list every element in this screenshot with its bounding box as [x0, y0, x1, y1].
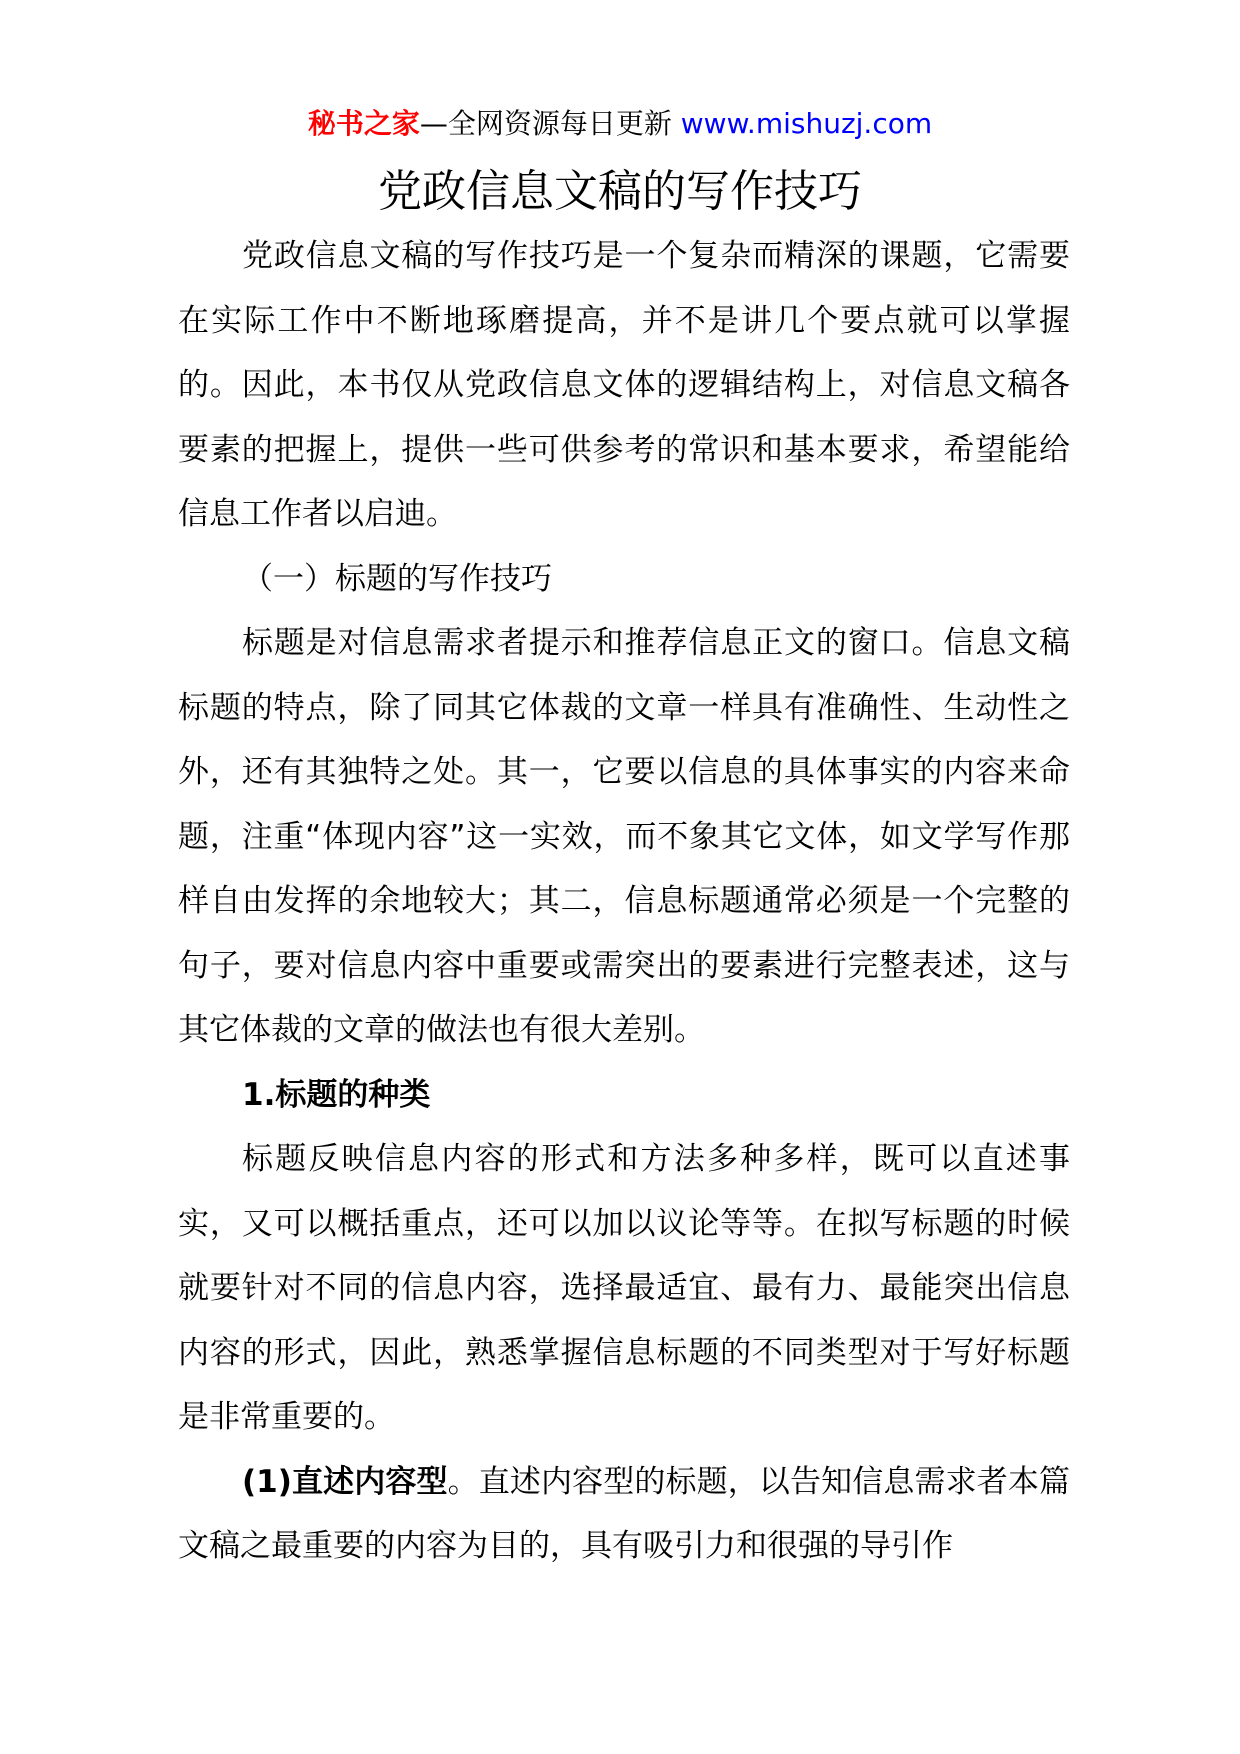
- document-title: 党政信息文稿的写作技巧: [378, 166, 862, 217]
- paragraph-lead-label: (1)直述内容型: [242, 1463, 448, 1500]
- body-paragraph: 标题是对信息需求者提示和推荐信息正文的窗口。信息文稿标题的特点，除了同其它体裁的文章一样具有准确性、生动性之外，还有其独特之处。其一，它要以信息的具体事实的内容来命题，注重“体现内容”这一实效，而不象其它文体，如文学写作那样自由发挥的余地较大；其二，信息标题通常必须是一个完整的句子，要对信息内容中重要或需突出的要素进行完整表述，这与其它体裁的文章的做法也有很大差别。: [178, 625, 1070, 1048]
- body-paragraph: [178, 1450, 1070, 1579]
- subsection-heading: 1.标题的种类: [242, 1076, 431, 1113]
- intro-paragraph: 党政信息文稿的写作技巧是一个复杂而精深的课题，它需要在实际工作中不断地琢磨提高，并不是讲几个要点就可以掌握的。因此，本书仅从党政信息文体的逻辑结构上，对信息文稿各要素的把握上，提供一些可供参考的常识和基本要求，希望能给信息工作者以启迪。: [178, 238, 1070, 532]
- site-url-link[interactable]: www.mishuzj.com: [680, 107, 933, 140]
- site-name: 秘书之家: [307, 107, 420, 140]
- body-paragraph: 标题反映信息内容的形式和方法多种多样，既可以直述事实，又可以概括重点，还可以加以议论等等。在拟写标题的时候就要针对不同的信息内容，选择最适宜、最有力、最能突出信息内容的形式，因此，熟悉掌握信息标题的不同类型对于写好标题是非常重要的。: [178, 1141, 1070, 1435]
- document-body: [178, 224, 1070, 1579]
- site-header: [0, 100, 1240, 148]
- site-slogan: —全网资源每日更新: [419, 107, 681, 140]
- paragraph-text: 。直述内容型的标题，以告知信息需求者本篇文稿之最重要的内容为目的，具有吸引力和很强的导引作: [178, 1463, 1071, 1564]
- section-heading: （一）标题的写作技巧: [242, 560, 552, 597]
